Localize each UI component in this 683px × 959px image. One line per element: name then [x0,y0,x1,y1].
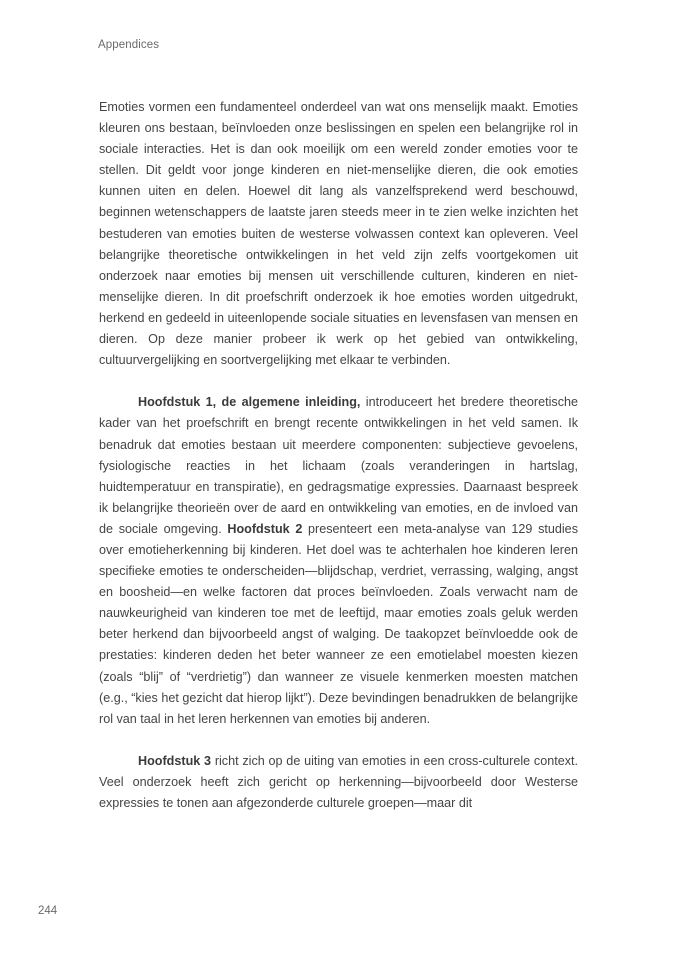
running-header: Appendices [98,39,160,51]
main-text [99,97,578,814]
chapter-2-heading: Hoofdstuk 2 [227,521,303,536]
chapter-1-heading: Hoofdstuk 1, de algemene inleiding, [138,395,361,410]
paragraph-chapter-3 [99,751,578,814]
chapter-3-heading: Hoofdstuk 3 [138,753,212,768]
chapter-2-text: presenteert een meta-analyse van 129 studies over emotieherkenning bij kinderen. Het doel was te achterhalen hoe kinderen leren specifieke emoties te onderscheiden—blijdschap, verdriet, verrassing, walging, angst en boosheid—en welke factoren dat proces beïnvloeden. Zoals verwacht nam de nauwkeurigheid van kinderen toe met de leeftijd, maar emoties zoals geluk werden beter herkend dan bijvoorbeeld angst of walging. De taakopzet beïnvloedde ook de prestaties: kinderen deden het beter wanneer ze een emotielabel moesten kiezen (zoals “blij” of “verdrietig”) dan wanneer ze visuele kenmerken moesten matchen (e.g., “kies het gezicht dat hierop lijkt”). Deze bevindingen benadrukken de belangrijke rol van taal in het leren herkennen van emoties bij anderen. [99,521,578,726]
paragraph-chapter-1-2 [99,392,578,730]
paragraph-intro: Emoties vormen een fundamenteel onderdeel van wat ons menselijk maakt. Emoties kleuren ons bestaan, beïnvloeden onze beslissingen en spelen een belangrijke rol in sociale interacties. Het is dan ook moeilijk om een wereld zonder emoties voor te stellen. Dit geldt voor jonge kinderen en niet-menselijke dieren, die ook emoties kunnen uiten en delen. Hoewel dit lang als vanzelfsprekend werd beschouwd, beginnen wetenschappers de laatste jaren steeds meer in te zien welke inzichten het bestuderen van emoties buiten de westerse volwassen context kan opleveren. Veel belangrijke theoretische ontwikkelingen in het veld zijn zelfs voortgekomen uit onderzoek naar emoties bij mensen uit verschillende culturen, kinderen en niet-menselijke dieren. In dit proefschrift onderzoek ik hoe emoties worden uitgedrukt, herkend en gedeeld in uiteenlopende sociale situaties en levensfasen van mensen en dieren. Op deze manier probeer ik werk op het gebied van ontwikkeling, cultuurvergelijking en soortvergelijking met elkaar te verbinden. [99,100,578,368]
chapter-1-text: introduceert het bredere theoretische kader van het proefschrift en brengt recente ontwikkelingen in het veld samen. Ik benadruk dat emoties bestaan uit meerdere componenten: subjectieve gevoelens, fysiologische reacties in het lichaam (zoals veranderingen in hartslag, huidtemperatuur en transpiratie), en gedragsmatige expressies. Daarnaast bespreek ik belangrijke theorieën over de aard en ontwikkeling van emoties, en de invloed van de sociale omgeving. [99,395,578,536]
chapter-3-text: richt zich op de uiting van emoties in een cross-culturele context. Veel onderzoek heeft zich gericht op herkenning—bijvoorbeeld door Westerse expressies te tonen aan afgezonderde culturele groepen—maar dit [99,753,578,811]
page-number: 244 [38,905,58,917]
